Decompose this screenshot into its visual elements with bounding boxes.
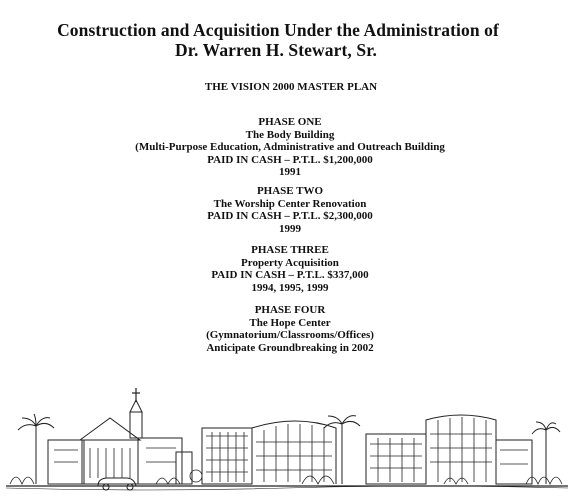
- phase-two-block: [0, 185, 572, 235]
- document-title-line-1: Construction and Acquisition Under the Administration of: [57, 20, 499, 40]
- phase-three-block: [0, 244, 572, 294]
- phase-line: The Worship Center Renovation: [213, 197, 367, 210]
- phase-heading: PHASE FOUR: [254, 304, 326, 316]
- outreach-building: [366, 415, 532, 484]
- palm-tree-icon: [18, 414, 54, 484]
- education-building: [202, 428, 252, 484]
- hope-center-building: [252, 421, 336, 484]
- shrubs: [10, 476, 562, 484]
- phase-line: PAID IN CASH – P.T.L. $1,200,000: [207, 153, 373, 166]
- phase-line: (Multi-Purpose Education, Administrative and Outreach Building: [135, 141, 445, 153]
- phase-heading: PHASE TWO: [256, 185, 324, 197]
- phase-line: (Gymnatorium/Classrooms/Offices): [206, 329, 374, 341]
- phase-line: The Body Building: [245, 128, 335, 141]
- worship-center-building: [48, 388, 182, 484]
- phase-heading: PHASE ONE: [258, 116, 322, 128]
- document-title-line-2: Dr. Warren H. Stewart, Sr.: [175, 40, 377, 60]
- phase-line: PAID IN CASH – P.T.L. $2,300,000: [207, 210, 373, 222]
- phase-line: The Hope Center: [249, 316, 331, 329]
- phase-line: Anticipate Groundbreaking in 2002: [206, 341, 374, 354]
- phase-four-block: [0, 304, 572, 354]
- campus-buildings-illustration: [6, 384, 568, 496]
- plan-title: THE VISION 2000 MASTER PLAN: [204, 81, 378, 93]
- phase-heading: PHASE THREE: [251, 244, 329, 256]
- phase-one-block: [0, 116, 572, 179]
- phase-line: 1991: [279, 166, 301, 178]
- tree-icon: [532, 422, 560, 484]
- phase-line: 1994, 1995, 1999: [251, 281, 329, 294]
- phase-line: 1999: [279, 222, 301, 235]
- phase-line: Property Acquisition: [241, 256, 339, 269]
- phase-line: PAID IN CASH – P.T.L. $337,000: [211, 269, 369, 281]
